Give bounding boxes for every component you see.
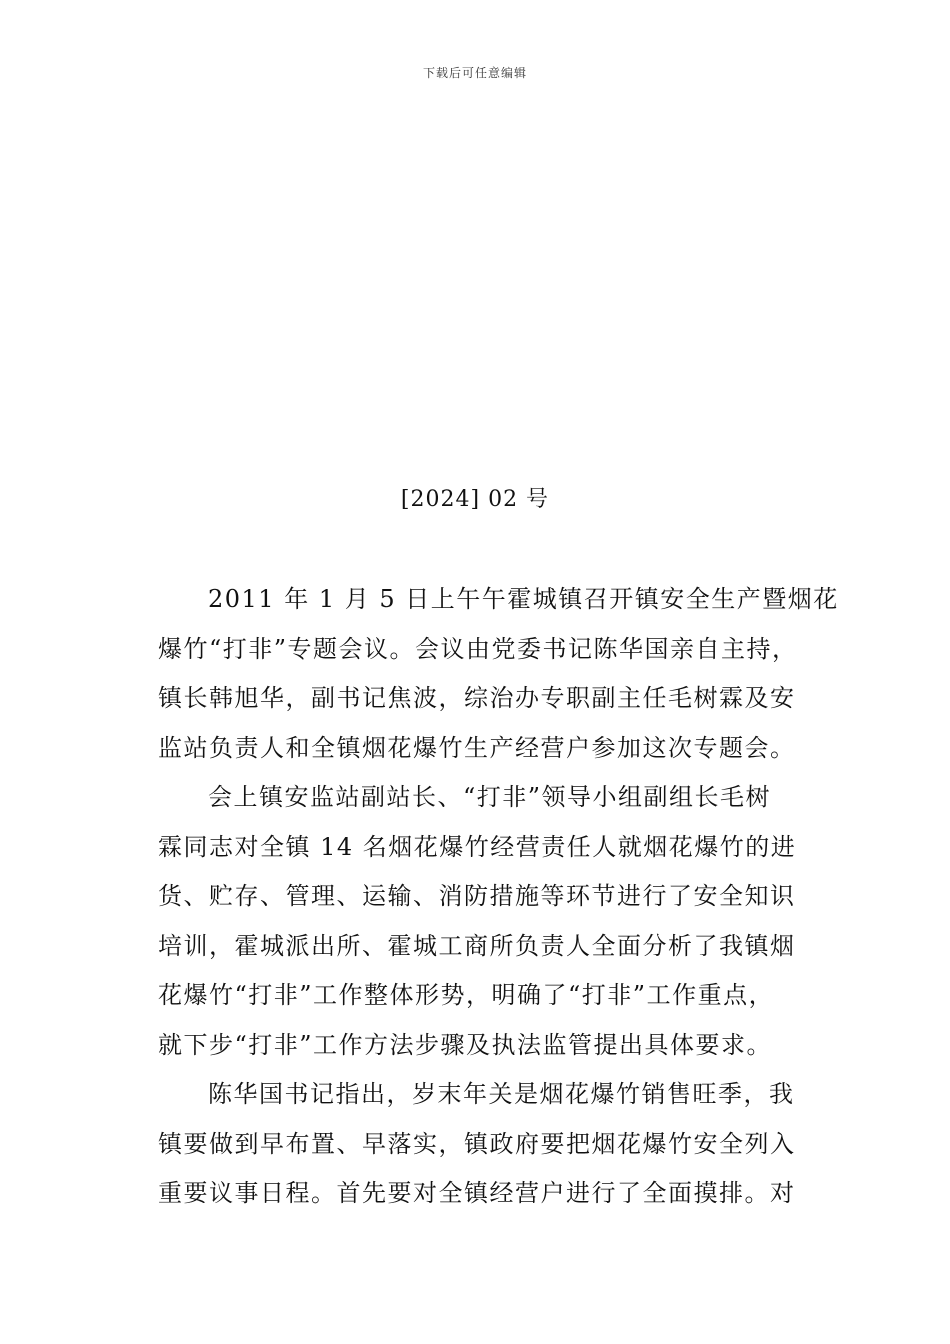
paragraph-line: 就下步“打非”工作方法步骤及执法监管提出具体要求。 [158, 1030, 773, 1059]
document-number: [2024] 02 号 [400, 487, 550, 512]
document-body [158, 575, 839, 1219]
paragraph [158, 1070, 808, 1219]
header-note: 下载后可任意编辑 [422, 66, 527, 80]
paragraph-line: 2011 年 1 月 5 日上午午霍城镇召开镇安全生产暨烟花 [208, 585, 839, 613]
paragraph [158, 575, 839, 773]
paragraph-line: 监站负责人和全镇烟花爆竹生产经营户参加这次专题会。 [158, 733, 796, 762]
paragraph [158, 773, 808, 1070]
paragraph-line: 爆竹“打非”专题会议。会议由党委书记陈华国亲自主持， [158, 634, 798, 663]
paragraph-line: 陈华国书记指出，岁末年关是烟花爆竹销售旺季，我 [208, 1080, 795, 1108]
paragraph-line: 重要议事日程。首先要对全镇经营户进行了全面摸排。对 [158, 1179, 796, 1207]
paragraph-line: 培训，霍城派出所、霍城工商所负责人全面分析了我镇烟 [158, 931, 796, 960]
paragraph-line: 会上镇安监站副站长、“打非”领导小组副组长毛树 [208, 783, 772, 811]
paragraph-line: 镇要做到早布置、早落实，镇政府要把烟花爆竹安全列入 [158, 1129, 796, 1158]
paragraph-line: 货、贮存、管理、运输、消防措施等环节进行了安全知识 [158, 882, 796, 910]
paragraph-line: 镇长韩旭华，副书记焦波，综治办专职副主任毛树霖及安 [158, 684, 796, 712]
paragraph-line: 花爆竹“打非”工作整体形势，明确了“打非”工作重点， [158, 981, 775, 1009]
paragraph-line: 霖同志对全镇 14 名烟花爆竹经营责任人就烟花爆竹的进 [158, 832, 797, 861]
